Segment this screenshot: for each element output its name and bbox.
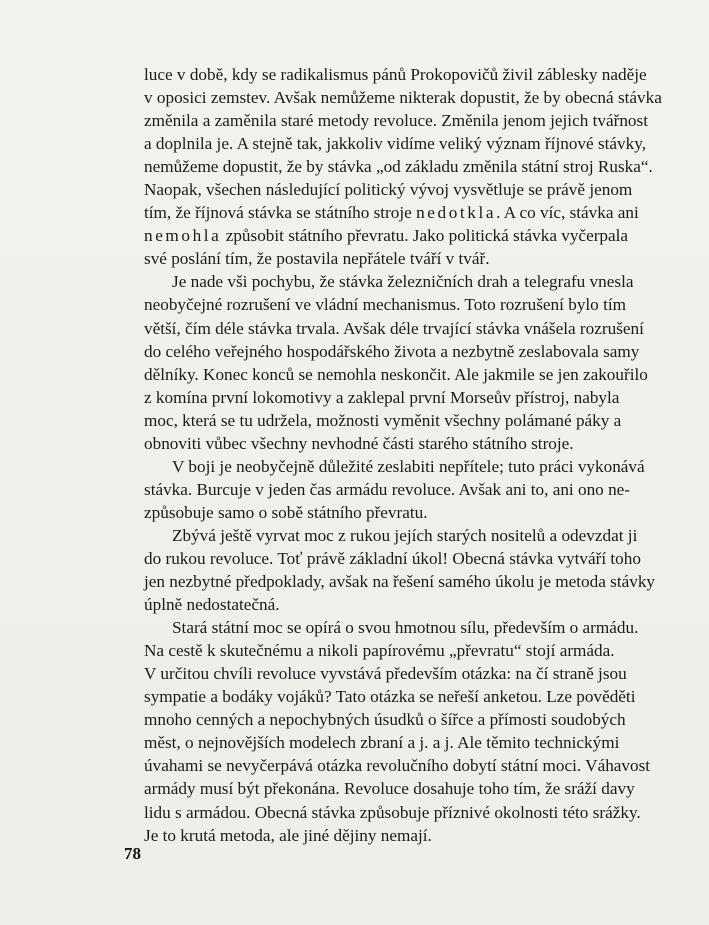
- page-number: 78: [124, 844, 141, 863]
- text-line: z komína první lokomotivy a zaklepal první Morseův přístroj, nabyla: [144, 387, 620, 407]
- text-line: Je to krutá metoda, ale jiné dějiny nemají.: [144, 825, 432, 845]
- text-line: do celého veřejného hospodářského života a nezbytně zeslabovala samy: [144, 341, 640, 361]
- emphasized-word: nemohla: [144, 226, 222, 246]
- text-line: dělníky. Konec konců se nemohla neskončit. Ale jakmile se jen zakouřilo: [144, 364, 648, 384]
- emphasized-word: nedotkla: [416, 203, 497, 223]
- text-line: změnila a zaměnila staré metody revoluce. Změnila jenom jejich tvářnost: [144, 111, 648, 131]
- text-line: lidu s armádou. Obecná stávka způsobuje příznivé okolnosti této srážky.: [144, 802, 641, 822]
- text-line: Stará státní moc se opírá o svou hmotnou sílu, především o armádu.: [172, 618, 639, 638]
- paragraph-3: [144, 455, 694, 524]
- text-line: V boji je neobyčejně důležité zeslabiti nepřítele; tuto práci vykonává: [172, 456, 645, 476]
- text-line: [144, 224, 694, 247]
- text-line: jen nezbytné předpoklady, avšak na řešení samého úkolu je metoda stávky: [144, 572, 656, 592]
- text-line: úplně nedostatečná.: [144, 595, 280, 615]
- text-line: [144, 201, 694, 224]
- text-run: . A co víc, stávka ani: [496, 203, 639, 223]
- text-line: luce v době, kdy se radikalismus pánů Prokopovičů živil záblesky naděje: [144, 65, 647, 84]
- text-run: tím, že říjnová stávka se státního stroje: [144, 203, 417, 223]
- text-line: úvahami se nevyčerpává otázka revolučního dobytí státní moci. Váhavost: [144, 756, 651, 776]
- text-line: V určitou chvíli revoluce vyvstává především otázka: na čí straně jsou: [144, 664, 627, 684]
- text-line: neobyčejné rozrušení ve vládní mechanismus. Toto rozrušení bylo tím: [144, 295, 626, 315]
- text-line: Na cestě k skutečnému a nikoli papírovému „převratu“ stojí armáda.: [144, 641, 615, 661]
- text-line: stávka. Burcuje v jeden čas armádu revoluce. Avšak ani to, ani ono ne-: [144, 479, 631, 499]
- text-line: Je nade vši pochybu, že stávka železničních drah a telegrafu vnesla: [172, 272, 634, 292]
- text-line: své poslání tím, že postavila nepřátele tváří v tvář.: [144, 249, 490, 269]
- text-line: mnoho cenných a nepochybných úsudků o šířce a přímosti soudobých: [144, 710, 626, 730]
- text-run: způsobit státního převratu. Jako politická stávka vyčerpala: [221, 226, 629, 246]
- text-line: a doplnila je. A stejně tak, jakkoliv vidíme veliký význam říjnové stávky,: [144, 134, 646, 154]
- text-line: moc, která se tu udržela, možnosti vyměnit všechny polámané páky a: [144, 410, 622, 430]
- text-line: obnoviti vůbec všechny nevhodné části starého státního stroje.: [144, 433, 574, 453]
- text-line: armády musí být překonána. Revoluce dosahuje toho tím, že sráží davy: [144, 779, 635, 799]
- text-line: v oposici zemstev. Avšak nemůžeme nikterak dopustit, že by obecná stávka: [144, 88, 662, 108]
- text-line: nemůžeme dopustit, že by stávka „od základu změnila státní stroj Ruska“.: [144, 157, 653, 177]
- body-text: [144, 63, 694, 847]
- text-line: měst, o nejnovějších modelech zbraní a j. a j. Ale těmito technickými: [144, 733, 620, 753]
- text-line: způsobuje samo o sobě státního převratu.: [144, 502, 428, 522]
- paragraph-2: [144, 270, 694, 454]
- paragraph-5: [144, 616, 694, 846]
- text-line: větší, čím déle stávka trvala. Avšak déle trvající stávka vnášela rozrušení: [144, 318, 644, 338]
- paragraph-1: [144, 63, 694, 270]
- text-line: do rukou revoluce. Toť právě základní úkol! Obecná stávka vytváří toho: [144, 548, 641, 568]
- paragraph-4: [144, 524, 694, 616]
- text-line: Naopak, všechen následující politický vývoj vysvětluje se právě jenom: [144, 180, 633, 200]
- text-line: sympatie a bodáky vojáků? Tato otázka se neřeší anketou. Lze pověděti: [144, 687, 636, 707]
- text-line: Zbývá ještě vyrvat moc z rukou jejích starých nositelů a odevzdat ji: [172, 525, 638, 545]
